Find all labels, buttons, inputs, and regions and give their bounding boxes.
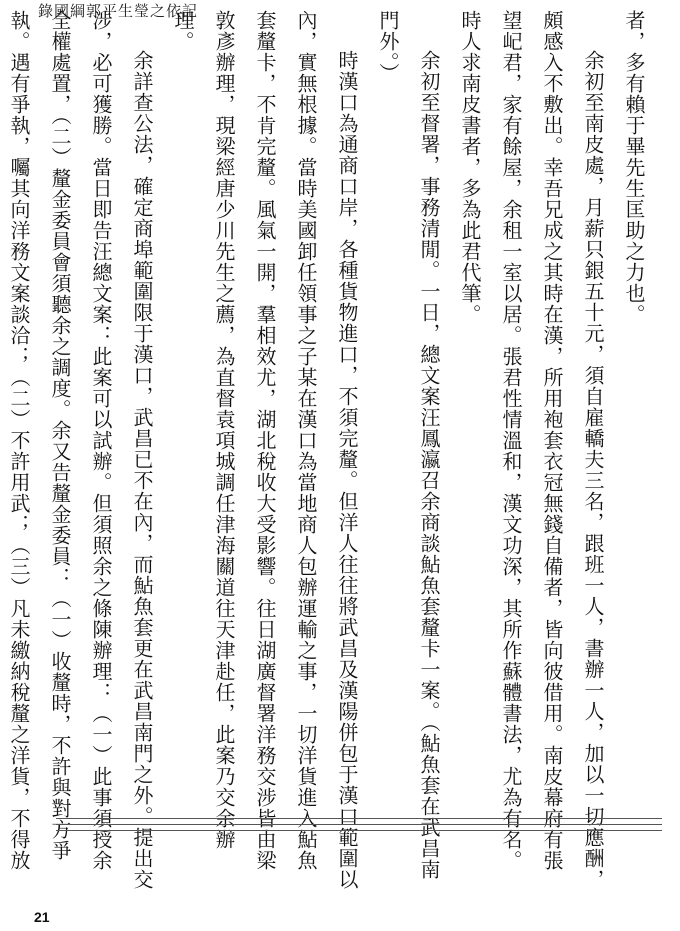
paragraph: 余詳查公法，確定商埠範圍限于漢口，武昌已不在內，而鮎魚套更在武昌南門之外。提出交涉，必可獲勝。當日即告汪總文案：此案可以試辦。但須照余之條陳辦理：（一）此事須授余全權處置，（二）釐金委員會須聽余之調度。余又告釐金委員：（一）收釐時，不許與對方爭執。遇有爭執，囑其向洋務文案談洽；（二）不許用武；（三）凡未繳納稅釐之洋貨，不得放 (7, 10, 154, 890)
running-head: 錄國綱郭平生瑩之依記 (38, 2, 199, 20)
page-number: 21 (34, 909, 50, 925)
scan-rule-line (56, 830, 662, 831)
paragraph: 者，多有賴于畢先生匡助之力也。 (622, 10, 646, 325)
paragraph: 時漢口為通商口岸，各種貨物進口，不須完釐。但洋人往往將武昌及漢陽併包于漢口範圍以內，實無根據。當時美國卸任領事之子某在漢口為當地商人包辦運輸之事，一切洋貨進入鮎魚套釐卡，不肯完釐。風氣一開，羣相效尤，湖北稅收大受影響。往日湖廣督署洋務交涉皆由梁敦彥辦理，現梁經唐少川先生之薦，為直督袁項城調任津海關道往天津赴任，此案乃交余辦理。 (171, 10, 359, 890)
scan-rule-line (56, 818, 662, 819)
body-text (7, 10, 654, 890)
paragraph: 余初至南皮處，月薪只銀五十元，須自雇轎夫三名，跟班一人，書辦一人，加以一切應酬，頗感入不敷出。幸吾兄成之其時在漢，所用袍套衣冠無錢自備者，皆向彼借用。南皮幕府有張望屺君，家有餘屋，余租一室以居。張君性情溫和，漢文功深，其所作蘇體書法，尤為有名。時人求南皮書者，多為此君代筆。 (458, 10, 605, 890)
scan-rule-line (56, 824, 662, 825)
paragraph: 余初至督署，事務清閒。一日，總文案汪鳳瀛召余商談鮎魚套釐卡一案。（鮎魚套在武昌南門外。） (376, 10, 441, 880)
